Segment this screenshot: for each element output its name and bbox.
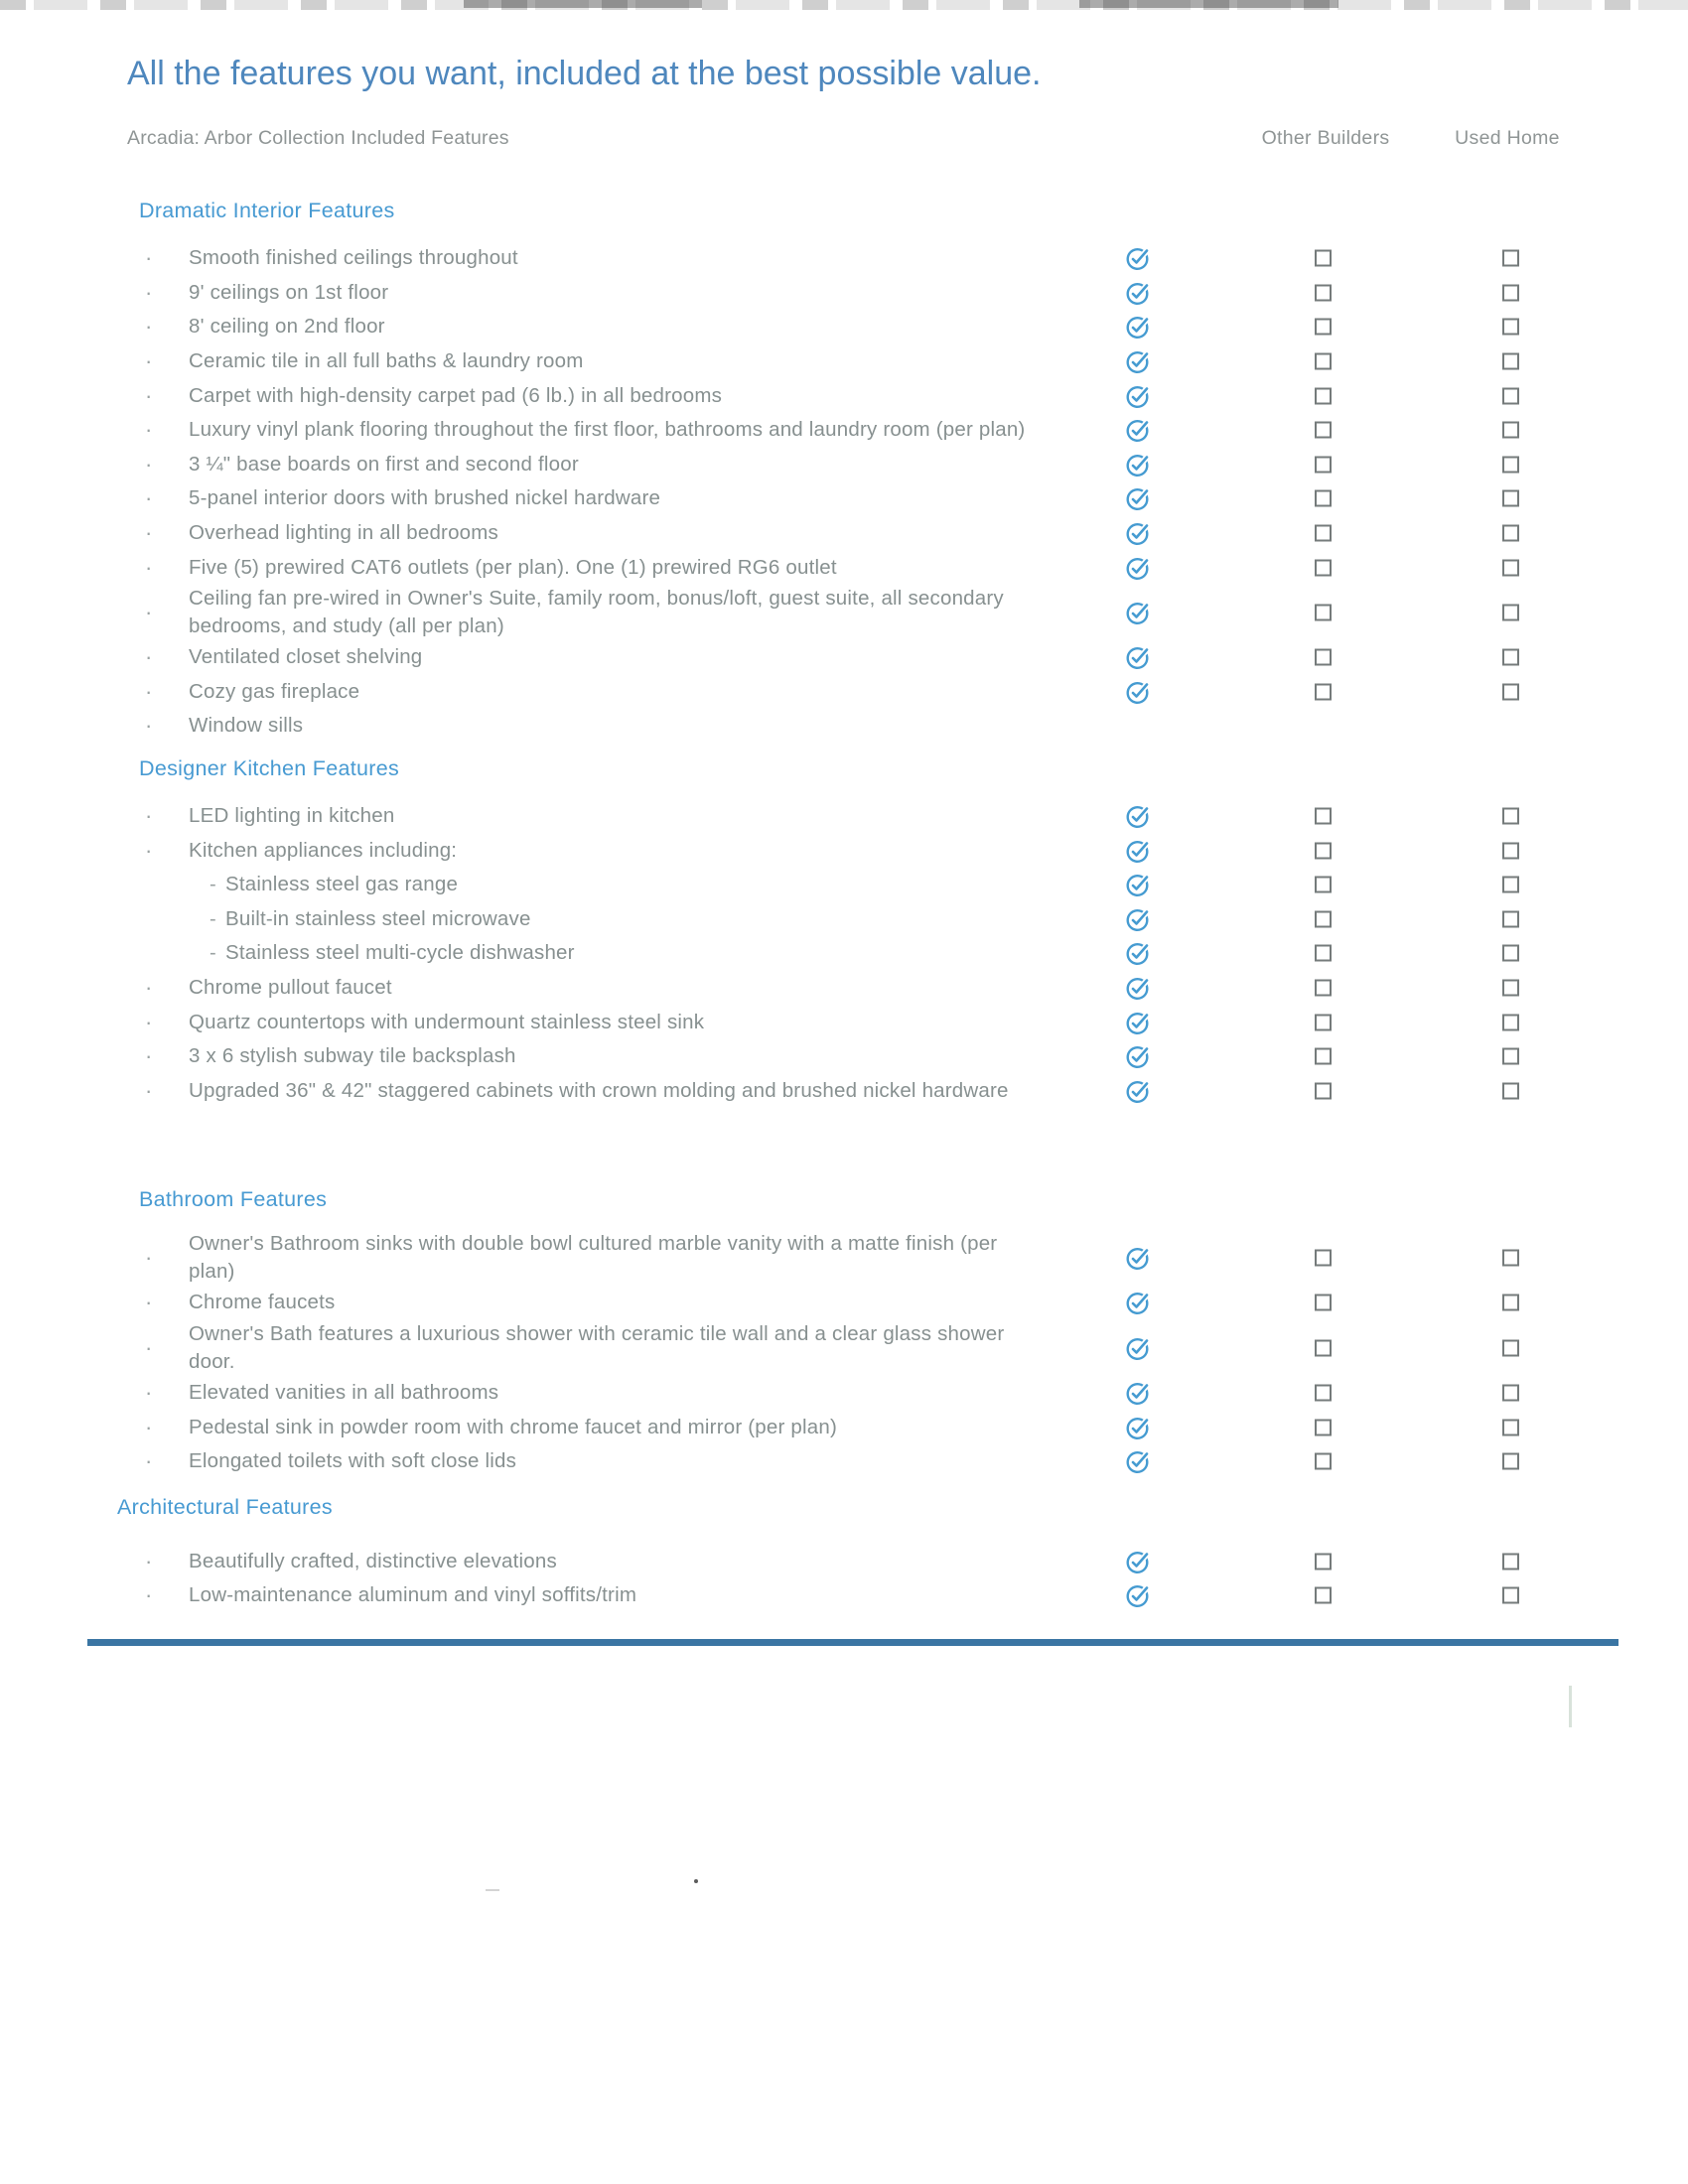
other-builders-checkbox [1315, 250, 1332, 267]
dot-bullet: · [145, 485, 153, 511]
check-circle-icon [1125, 940, 1152, 967]
other-builders-checkbox [1315, 422, 1332, 439]
used-home-checkbox [1502, 525, 1519, 542]
used-home-checkbox [1502, 1082, 1519, 1099]
feature-label: Built-in stainless steel microwave [225, 906, 531, 930]
feature-row [0, 1578, 1688, 1613]
feature-label: Stainless steel gas range [225, 873, 459, 896]
used-home-checkbox [1502, 604, 1519, 620]
used-home-checkbox [1502, 422, 1519, 439]
dash-bullet: - [210, 907, 216, 930]
dot-bullet: · [145, 348, 153, 374]
dot-bullet: · [145, 1548, 153, 1573]
feature-row [0, 241, 1688, 276]
used-home-checkbox [1502, 1295, 1519, 1311]
dot-bullet: · [145, 1245, 153, 1271]
scan-edge-artifact [464, 0, 702, 8]
used-home-checkbox [1502, 1553, 1519, 1570]
used-home-checkbox [1502, 456, 1519, 473]
page-title: All the features you want, included at the best possible value. [127, 55, 1042, 92]
feature-label: Carpet with high-density carpet pad (6 lb.) in all bedrooms [189, 383, 723, 407]
feature-row [0, 1039, 1688, 1074]
feature-row [0, 1410, 1688, 1444]
used-home-checkbox [1502, 1014, 1519, 1030]
used-home-checkbox [1502, 842, 1519, 859]
check-circle-icon [1125, 803, 1152, 830]
other-builders-checkbox [1315, 490, 1332, 507]
other-builders-checkbox [1315, 945, 1332, 962]
dash-bullet: - [210, 942, 216, 965]
dot-bullet: · [145, 382, 153, 408]
section-designer-kitchen-features [0, 756, 1688, 1108]
check-circle-icon [1125, 520, 1152, 547]
check-circle-icon [1125, 279, 1152, 306]
feature-label: Cozy gas fireplace [189, 679, 360, 703]
used-home-checkbox [1502, 1587, 1519, 1604]
feature-label: Owner's Bathroom sinks with double bowl cultured marble vanity with a matte finish (per plan) [189, 1232, 998, 1284]
feature-label: Kitchen appliances including: [189, 838, 458, 862]
check-circle-icon [1125, 644, 1152, 671]
feature-label: Overhead lighting in all bedrooms [189, 521, 498, 545]
feature-label: Ceramic tile in all full baths & laundry room [189, 349, 584, 373]
other-builders-checkbox [1315, 1048, 1332, 1065]
feature-row [0, 378, 1688, 413]
scan-edge-artifact [1079, 0, 1338, 8]
feature-label: Elevated vanities in all bathrooms [189, 1380, 499, 1404]
dot-bullet: · [145, 1379, 153, 1405]
other-builders-checkbox [1315, 456, 1332, 473]
used-home-checkbox [1502, 808, 1519, 825]
check-circle-icon [1125, 245, 1152, 272]
feature-row [0, 448, 1688, 482]
table-header [0, 127, 1688, 153]
check-circle-icon [1125, 1548, 1152, 1574]
used-home-checkbox [1502, 490, 1519, 507]
dot-bullet: · [145, 1043, 153, 1069]
other-builders-checkbox [1315, 1014, 1332, 1030]
other-builders-checkbox [1315, 1453, 1332, 1470]
scan-edge-artifact [0, 0, 1688, 10]
check-circle-icon [1125, 678, 1152, 705]
feature-row [0, 971, 1688, 1006]
dot-bullet: · [145, 837, 153, 863]
column-header-other-builders: Other Builders [1261, 127, 1390, 149]
other-builders-checkbox [1315, 559, 1332, 576]
used-home-checkbox [1502, 353, 1519, 370]
other-builders-checkbox [1315, 319, 1332, 336]
feature-label: Upgraded 36" & 42" staggered cabinets with crown molding and brushed nickel hardware [189, 1078, 1009, 1102]
other-builders-checkbox [1315, 525, 1332, 542]
document-subtitle: Arcadia: Arbor Collection Included Features [127, 127, 509, 149]
dot-bullet: · [145, 713, 153, 739]
other-builders-checkbox [1315, 1295, 1332, 1311]
feature-label: Ceiling fan pre-wired in Owner's Suite, family room, bonus/loft, guest suite, all secondary bedrooms, and study (all per plan) [189, 586, 1004, 637]
feature-row [0, 675, 1688, 710]
other-builders-checkbox [1315, 1553, 1332, 1570]
dot-bullet: · [145, 803, 153, 829]
feature-row [0, 1286, 1688, 1320]
other-builders-checkbox [1315, 910, 1332, 927]
feature-row [0, 1073, 1688, 1108]
other-builders-checkbox [1315, 842, 1332, 859]
feature-label: Chrome faucets [189, 1291, 336, 1314]
feature-label: Chrome pullout faucet [189, 975, 392, 999]
check-circle-icon [1125, 1009, 1152, 1035]
check-circle-icon [1125, 1077, 1152, 1104]
used-home-checkbox [1502, 1339, 1519, 1356]
check-circle-icon [1125, 837, 1152, 864]
feature-label: Smooth finished ceilings throughout [189, 246, 518, 270]
check-circle-icon [1125, 451, 1152, 478]
other-builders-checkbox [1315, 353, 1332, 370]
check-circle-icon [1125, 382, 1152, 409]
dot-bullet: · [145, 554, 153, 580]
dot-bullet: · [145, 1334, 153, 1360]
feature-label: Beautifully crafted, distinctive elevations [189, 1549, 557, 1572]
dot-bullet: · [145, 451, 153, 477]
scan-artifact-dot [694, 1879, 698, 1883]
dot-bullet: · [145, 1290, 153, 1315]
feature-sections [0, 199, 1688, 1613]
other-builders-checkbox [1315, 1082, 1332, 1099]
section-heading: Architectural Features [117, 1495, 333, 1520]
section-dramatic-interior-features [0, 199, 1688, 744]
check-circle-icon [1125, 599, 1152, 625]
feature-row [0, 902, 1688, 937]
used-home-checkbox [1502, 910, 1519, 927]
feature-row [0, 516, 1688, 551]
dot-bullet: · [145, 678, 153, 704]
feature-label: Five (5) prewired CAT6 outlets (per plan). One (1) prewired RG6 outlet [189, 555, 837, 579]
used-home-checkbox [1502, 945, 1519, 962]
feature-row [0, 481, 1688, 516]
dot-bullet: · [145, 1077, 153, 1103]
dot-bullet: · [145, 279, 153, 305]
feature-label: Luxury vinyl plank flooring throughout the first floor, bathrooms and laundry room (per plan) [189, 418, 1026, 442]
feature-label: 8' ceiling on 2nd floor [189, 315, 385, 339]
feature-row [0, 344, 1688, 379]
check-circle-icon [1125, 485, 1152, 512]
feature-label: 3 ¼" base boards on first and second floor [189, 452, 579, 476]
feature-row [0, 1230, 1688, 1286]
column-header-used-home: Used Home [1455, 127, 1560, 149]
feature-label: Pedestal sink in powder room with chrome faucet and mirror (per plan) [189, 1415, 837, 1438]
feature-row [0, 413, 1688, 448]
dot-bullet: · [145, 599, 153, 624]
section-heading: Dramatic Interior Features [139, 199, 395, 222]
check-circle-icon [1125, 417, 1152, 444]
check-circle-icon [1125, 974, 1152, 1001]
section-architectural-features [0, 1495, 1688, 1612]
check-circle-icon [1125, 348, 1152, 375]
other-builders-checkbox [1315, 683, 1332, 700]
check-circle-icon [1125, 314, 1152, 341]
scan-artifact-line [1569, 1686, 1572, 1727]
dot-bullet: · [145, 314, 153, 340]
other-builders-checkbox [1315, 649, 1332, 666]
used-home-checkbox [1502, 683, 1519, 700]
other-builders-checkbox [1315, 979, 1332, 996]
feature-row [0, 1376, 1688, 1411]
check-circle-icon [1125, 1414, 1152, 1440]
used-home-checkbox [1502, 649, 1519, 666]
feature-row [0, 585, 1688, 640]
check-circle-icon [1125, 1245, 1152, 1272]
feature-list [0, 241, 1688, 744]
feature-list [0, 1544, 1688, 1612]
used-home-checkbox [1502, 559, 1519, 576]
feature-label: Low-maintenance aluminum and vinyl soffits/trim [189, 1583, 637, 1607]
section-heading: Designer Kitchen Features [139, 755, 400, 780]
used-home-checkbox [1502, 1250, 1519, 1267]
feature-label: Window sills [189, 714, 304, 738]
dash-bullet: - [210, 874, 216, 896]
used-home-checkbox [1502, 1384, 1519, 1401]
other-builders-checkbox [1315, 1587, 1332, 1604]
section-bathroom-features [0, 1187, 1688, 1478]
feature-list [0, 1230, 1688, 1478]
dot-bullet: · [145, 1414, 153, 1439]
other-builders-checkbox [1315, 1419, 1332, 1435]
feature-row [0, 799, 1688, 834]
dot-bullet: · [145, 1009, 153, 1034]
feature-row [0, 310, 1688, 344]
check-circle-icon [1125, 872, 1152, 898]
used-home-checkbox [1502, 250, 1519, 267]
feature-row [0, 640, 1688, 675]
feature-label: 5-panel interior doors with brushed nickel hardware [189, 486, 661, 510]
other-builders-checkbox [1315, 284, 1332, 301]
used-home-checkbox [1502, 877, 1519, 893]
section-heading: Bathroom Features [139, 1187, 328, 1212]
feature-label: 9' ceilings on 1st floor [189, 280, 389, 304]
dot-bullet: · [145, 520, 153, 546]
feature-label: Quartz countertops with undermount stainless steel sink [189, 1010, 705, 1033]
check-circle-icon [1125, 1379, 1152, 1406]
feature-row [0, 1320, 1688, 1376]
used-home-checkbox [1502, 1453, 1519, 1470]
feature-label: Owner's Bath features a luxurious shower with ceramic tile wall and a clear glass shower door. [189, 1321, 1005, 1373]
other-builders-checkbox [1315, 808, 1332, 825]
feature-label: Ventilated closet shelving [189, 645, 423, 669]
feature-row [0, 550, 1688, 585]
used-home-checkbox [1502, 284, 1519, 301]
feature-row [0, 276, 1688, 311]
feature-row [0, 1444, 1688, 1479]
other-builders-checkbox [1315, 877, 1332, 893]
check-circle-icon [1125, 1582, 1152, 1609]
used-home-checkbox [1502, 387, 1519, 404]
check-circle-icon [1125, 905, 1152, 932]
check-circle-icon [1125, 1448, 1152, 1475]
other-builders-checkbox [1315, 1250, 1332, 1267]
feature-row [0, 1544, 1688, 1578]
feature-row [0, 1005, 1688, 1039]
scan-artifact-dot [486, 1889, 499, 1891]
other-builders-checkbox [1315, 1339, 1332, 1356]
dot-bullet: · [145, 974, 153, 1000]
check-circle-icon [1125, 1334, 1152, 1361]
feature-row [0, 833, 1688, 868]
feature-label: Stainless steel multi-cycle dishwasher [225, 941, 575, 965]
feature-row [0, 709, 1688, 744]
dot-bullet: · [145, 1448, 153, 1474]
dot-bullet: · [145, 417, 153, 443]
feature-label: Elongated toilets with soft close lids [189, 1449, 517, 1473]
other-builders-checkbox [1315, 1384, 1332, 1401]
used-home-checkbox [1502, 1419, 1519, 1435]
dot-bullet: · [145, 644, 153, 670]
feature-label: LED lighting in kitchen [189, 804, 395, 828]
feature-row [0, 868, 1688, 902]
other-builders-checkbox [1315, 387, 1332, 404]
dot-bullet: · [145, 1582, 153, 1608]
dot-bullet: · [145, 245, 153, 271]
feature-row [0, 936, 1688, 971]
other-builders-checkbox [1315, 604, 1332, 620]
check-circle-icon [1125, 1290, 1152, 1316]
used-home-checkbox [1502, 319, 1519, 336]
check-circle-icon [1125, 1043, 1152, 1070]
used-home-checkbox [1502, 979, 1519, 996]
feature-label: 3 x 6 stylish subway tile backsplash [189, 1044, 516, 1068]
feature-list [0, 799, 1688, 1108]
used-home-checkbox [1502, 1048, 1519, 1065]
check-circle-icon [1125, 554, 1152, 581]
divider-rule [87, 1639, 1618, 1646]
